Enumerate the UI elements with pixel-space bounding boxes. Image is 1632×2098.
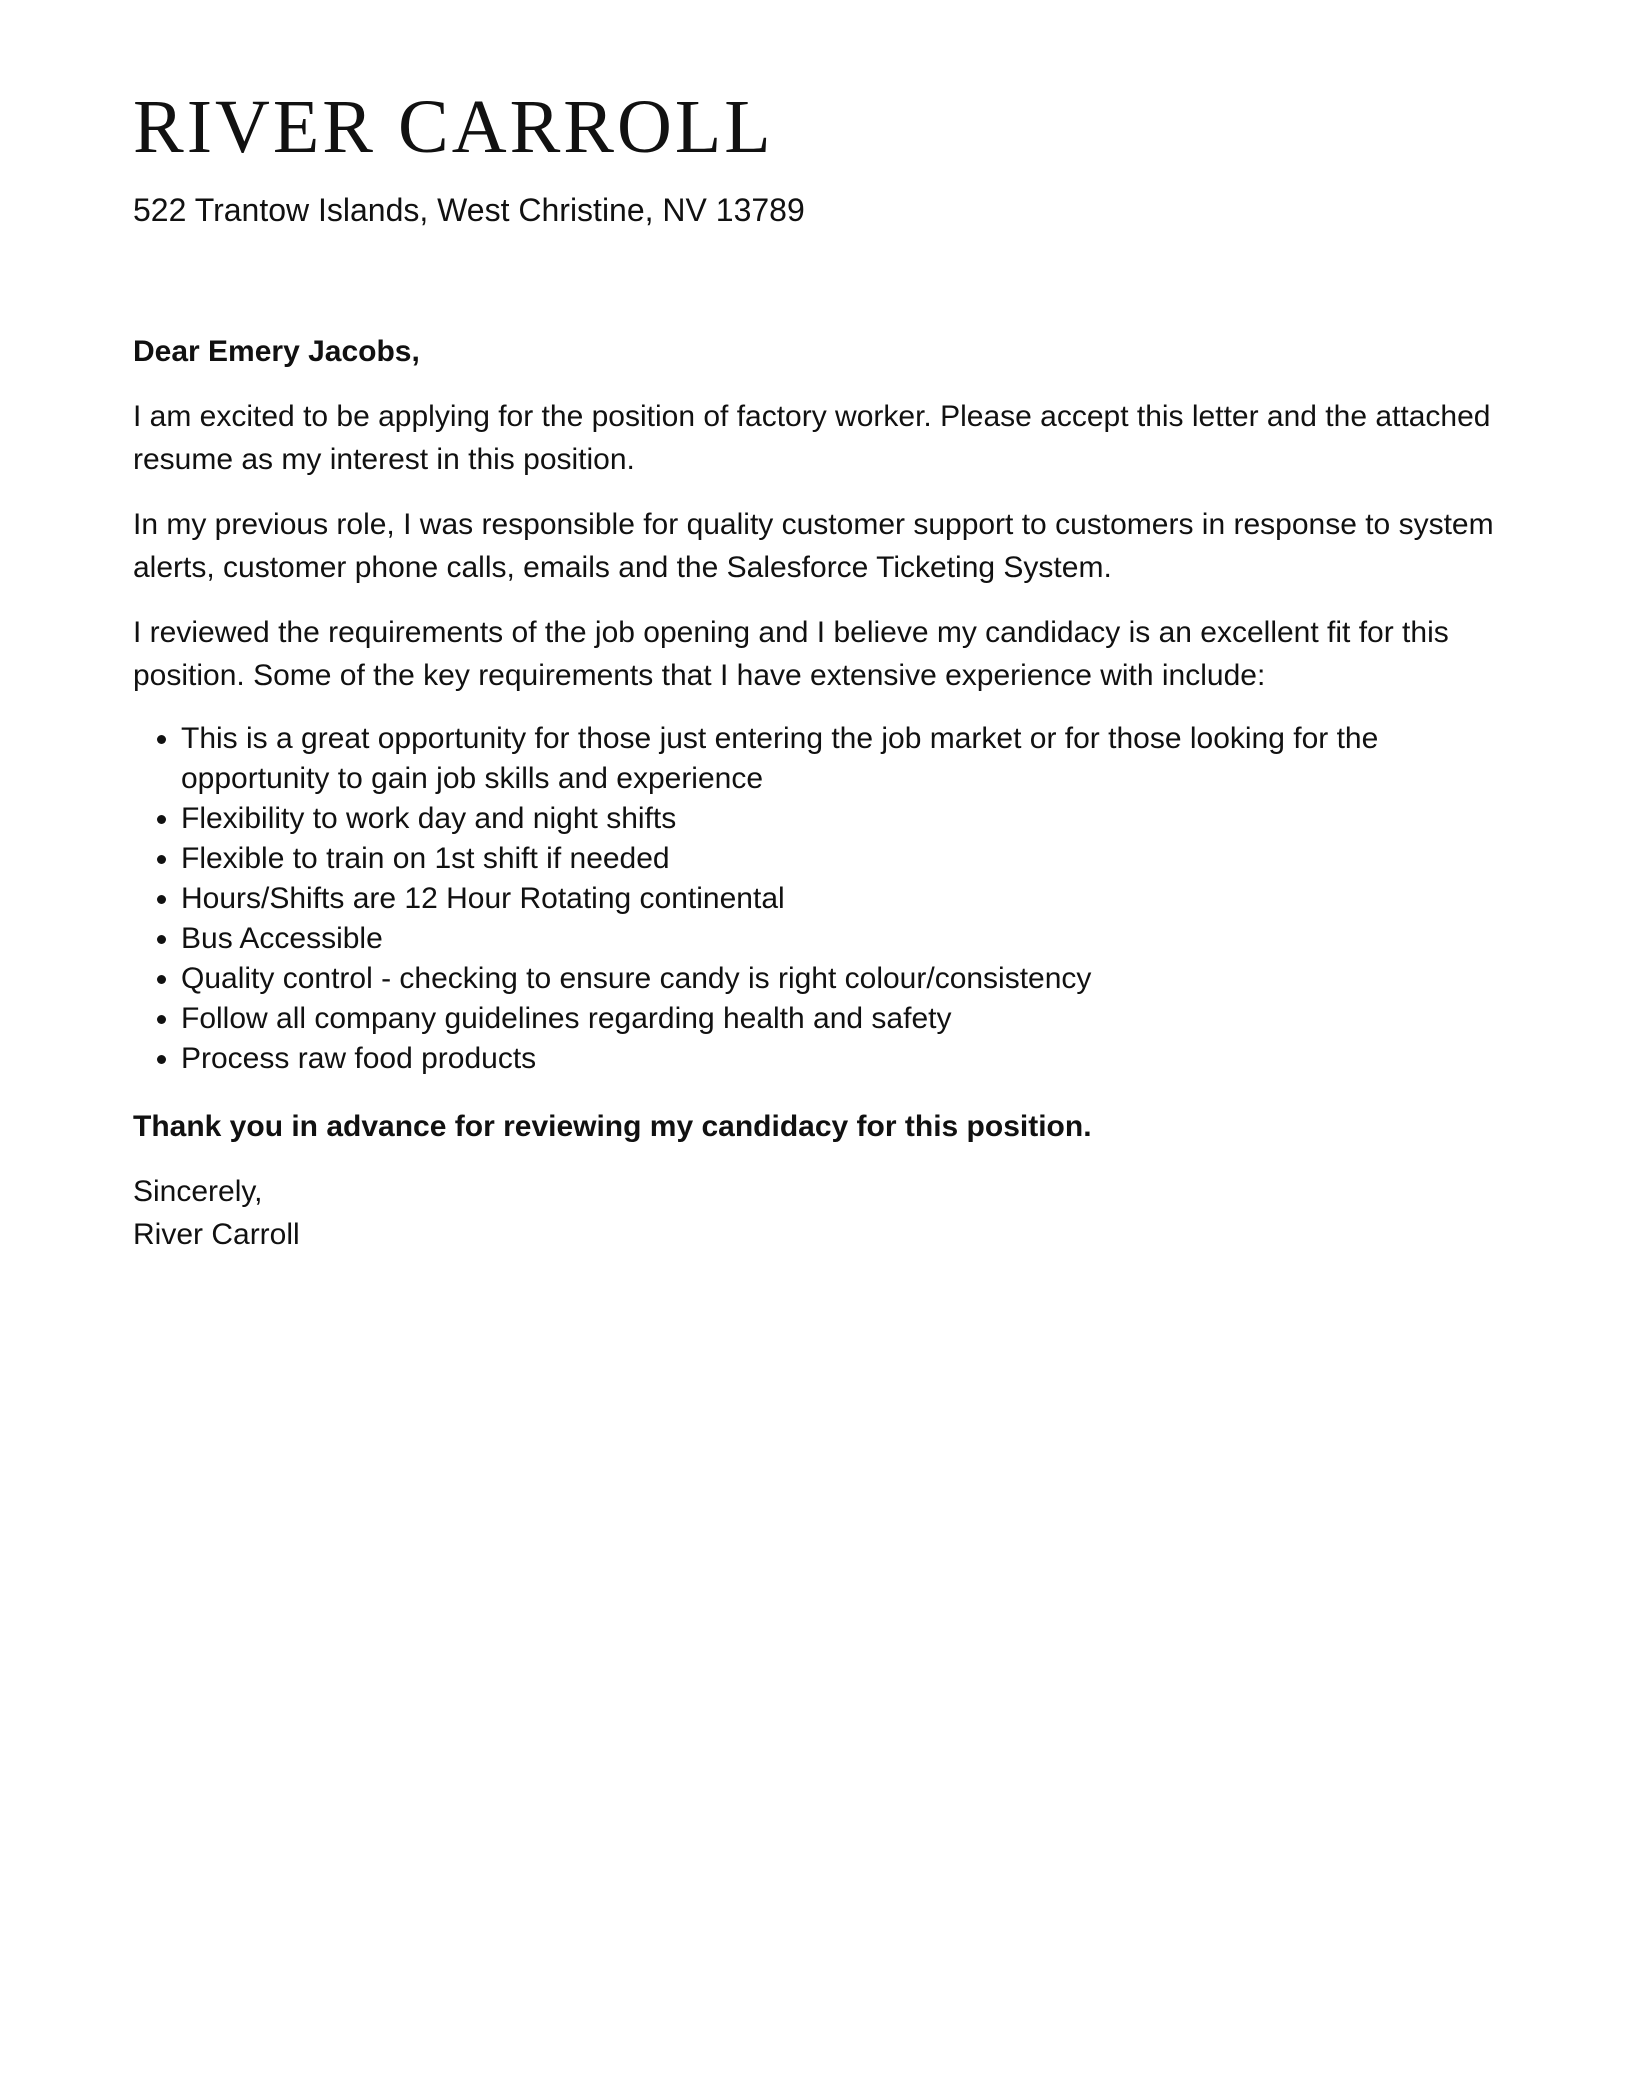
list-item: • This is a great opportunity for those just entering the job market or for those looking for the opportunity to gain job skills and experience (181, 719, 1503, 799)
signature: River Carroll (133, 1218, 300, 1251)
letter-body (133, 330, 1503, 1256)
list-item: • Flexibility to work day and night shifts (181, 799, 1503, 839)
list-item: • Bus Accessible (181, 919, 1503, 959)
list-item: • Flexible to train on 1st shift if needed (181, 839, 1503, 879)
paragraph-previous-role: In my previous role, I was responsible for quality customer support to customers in response to system alerts, customer phone calls, emails and the Salesforce Ticketing System. (133, 508, 1494, 584)
list-item: • Follow all company guidelines regarding health and safety (181, 999, 1503, 1039)
list-item: • Process raw food products (181, 1039, 1503, 1079)
applicant-name: RIVER CARROLL (133, 85, 774, 169)
requirements-list (133, 719, 1503, 1079)
paragraph-requirements-intro: I reviewed the requirements of the job opening and I believe my candidacy is an excellent fit for this position. Some of the key requirements that I have extensive experience with include: (133, 616, 1449, 692)
paragraph-intro: I am excited to be applying for the position of factory worker. Please accept this letter and the attached resume as my interest in this position. (133, 400, 1491, 476)
applicant-address: 522 Trantow Islands, West Christine, NV 13789 (133, 192, 805, 228)
closing-statement: Thank you in advance for reviewing my candidacy for this position. (133, 1110, 1092, 1143)
salutation: Dear Emery Jacobs, (133, 335, 420, 368)
list-item: • Quality control - checking to ensure candy is right colour/consistency (181, 959, 1503, 999)
signoff: Sincerely, (133, 1175, 263, 1208)
list-item: • Hours/Shifts are 12 Hour Rotating continental (181, 879, 1503, 919)
